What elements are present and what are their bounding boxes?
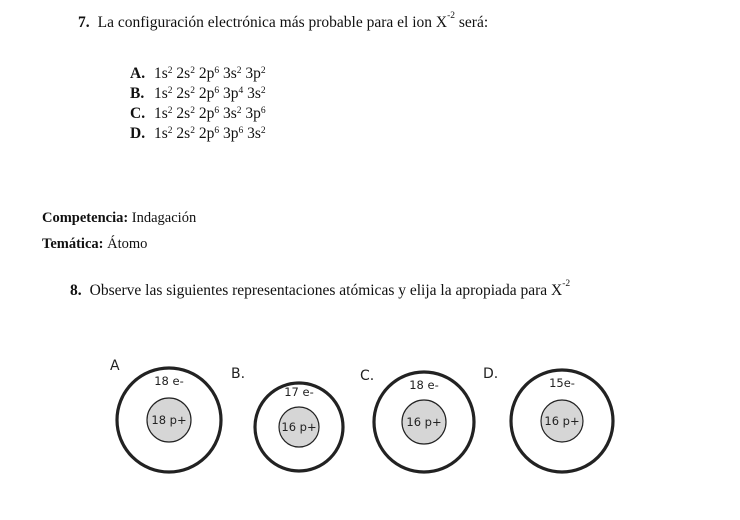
orbital-electrons: 4 [238, 86, 244, 96]
question-number: 7. [78, 14, 90, 31]
electron-count: 15e- [549, 376, 575, 390]
ion-charge: -2 [447, 11, 456, 21]
question-number: 8. [70, 282, 82, 299]
orbital-term: 2s [172, 65, 191, 82]
orbital-term: 3p [219, 85, 239, 102]
orbital-electrons: 6 [214, 126, 220, 136]
orbital-electrons: 2 [260, 66, 266, 76]
answer-options [130, 64, 266, 144]
competencia-value: Indagación [128, 210, 197, 226]
proton-count: 16 p+ [406, 415, 442, 429]
orbital-electrons: 2 [167, 126, 173, 136]
orbital-electrons: 2 [167, 66, 173, 76]
electron-count: 18 e- [154, 374, 184, 388]
orbital-term: 2p [194, 125, 215, 142]
orbital-electrons: 2 [190, 66, 195, 76]
option-letter: C. [130, 105, 146, 122]
orbital-term: 1s [154, 85, 168, 102]
orbital-term: 2p [194, 105, 215, 122]
ion-charge: -2 [562, 279, 571, 289]
option-d [130, 124, 266, 144]
orbital-electrons: 6 [214, 106, 220, 116]
competencia [42, 210, 196, 227]
option-a [130, 64, 266, 84]
orbital-electrons: 6 [238, 126, 244, 136]
orbital-electrons: 6 [214, 86, 220, 96]
proton-count: 16 p+ [544, 414, 580, 428]
orbital-term: 2s [172, 105, 191, 122]
proton-count: 18 p+ [151, 413, 187, 427]
orbital-electrons: 2 [190, 86, 195, 96]
atomic-diagrams [0, 350, 740, 520]
atom-option-letter: A [110, 358, 120, 374]
atom-option-letter: B. [231, 366, 246, 382]
orbital-term: 3s [219, 65, 237, 82]
orbital-electrons: 6 [214, 66, 220, 76]
proton-count: 16 p+ [281, 420, 317, 434]
question-7 [78, 11, 489, 32]
orbital-electrons: 2 [190, 126, 195, 136]
atom-option-letter: D. [483, 366, 499, 382]
question-text: La configuración electrónica más probable para el ion X [97, 14, 448, 31]
orbital-term: 1s [154, 65, 168, 82]
orbital-term: 3s [219, 105, 237, 122]
orbital-term: 3s [243, 125, 261, 142]
option-letter: A. [130, 65, 146, 82]
electron-count: 18 e- [409, 378, 439, 392]
option-letter: B. [130, 85, 145, 102]
atom-option-letter: C. [360, 368, 375, 384]
orbital-electrons: 6 [260, 106, 266, 116]
orbital-term: 1s [154, 125, 168, 142]
orbital-term: 2p [194, 85, 215, 102]
orbital-term: 2s [172, 85, 191, 102]
electron-count: 17 e- [284, 385, 314, 399]
orbital-electrons: 2 [167, 86, 173, 96]
question-text: Observe las siguientes representaciones atómicas y elija la apropiada para X [89, 282, 563, 299]
orbital-term: 3p [241, 105, 261, 122]
option-b [130, 84, 266, 104]
question-text-end: será: [455, 14, 489, 31]
orbital-electrons: 2 [260, 126, 266, 136]
tematica-label: Temática: [42, 236, 104, 252]
option-letter: D. [130, 125, 146, 142]
question-8 [70, 279, 571, 300]
tematica [42, 236, 147, 253]
orbital-term: 2p [194, 65, 215, 82]
orbital-electrons: 2 [167, 106, 173, 116]
orbital-term: 2s [172, 125, 191, 142]
tematica-value: Átomo [103, 236, 148, 252]
orbital-electrons: 2 [236, 106, 242, 116]
competencia-label: Competencia: [42, 210, 129, 226]
orbital-term: 3s [243, 85, 261, 102]
orbital-term: 3p [219, 125, 239, 142]
option-c [130, 104, 266, 124]
orbital-term: 1s [154, 105, 168, 122]
orbital-electrons: 2 [236, 66, 242, 76]
orbital-electrons: 2 [190, 106, 195, 116]
orbital-electrons: 2 [260, 86, 266, 96]
orbital-term: 3p [241, 65, 261, 82]
